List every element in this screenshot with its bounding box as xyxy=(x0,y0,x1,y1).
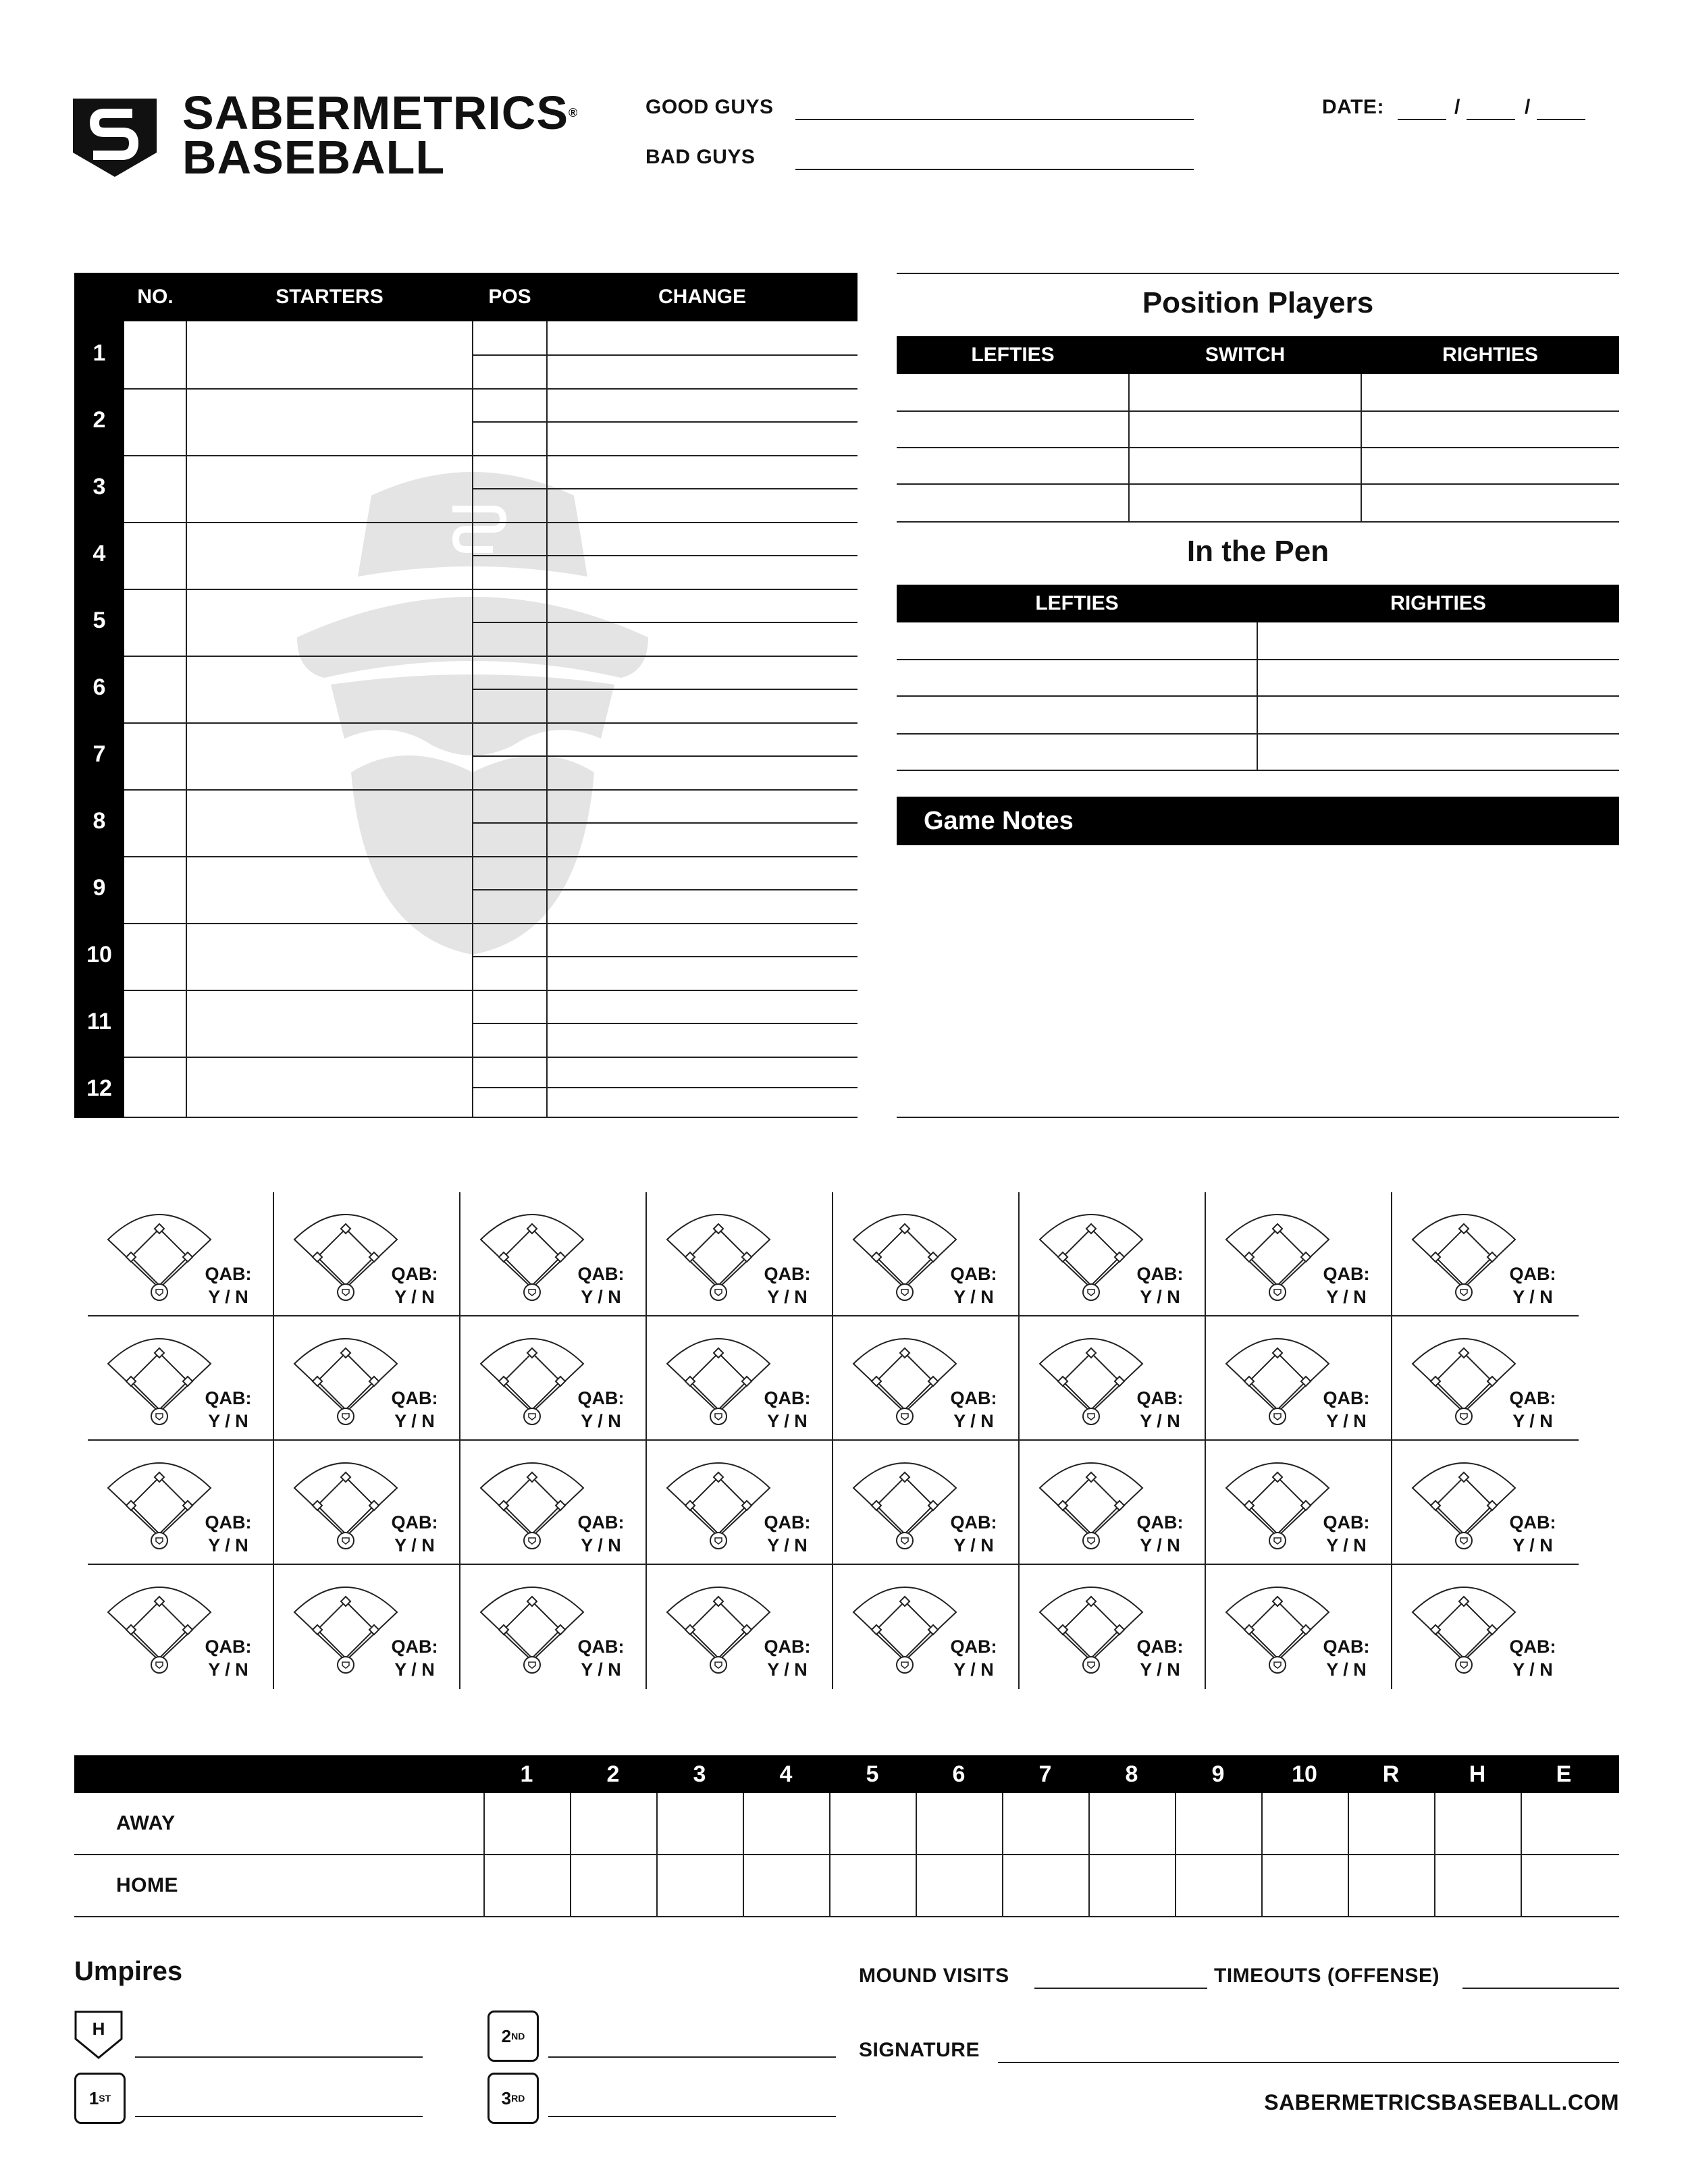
inning-header: 5 xyxy=(866,1761,879,1787)
qab-options[interactable]: Y / N xyxy=(208,1287,248,1307)
qab-text: QAB: xyxy=(950,1388,997,1408)
qab-text: QAB: xyxy=(1509,1388,1556,1408)
qab-options[interactable]: Y / N xyxy=(581,1287,621,1307)
col-no: NO. xyxy=(137,286,174,308)
at-bat-cell[interactable] xyxy=(833,1441,1020,1565)
at-bat-cell[interactable] xyxy=(460,1565,647,1689)
qab-label xyxy=(1500,1635,1565,1681)
score-cell-away[interactable] xyxy=(1348,1794,1434,1854)
qab-options[interactable]: Y / N xyxy=(767,1535,808,1555)
pen-title: In the Pen xyxy=(1186,535,1329,568)
at-bat-cell[interactable] xyxy=(1392,1192,1579,1316)
date-year-field[interactable] xyxy=(1537,119,1585,120)
qab-label xyxy=(1314,1262,1379,1308)
qab-text: QAB: xyxy=(764,1388,811,1408)
qab-label xyxy=(382,1387,447,1433)
qab-text: QAB: xyxy=(1323,1512,1370,1533)
score-cell-home[interactable] xyxy=(1348,1855,1434,1915)
qab-text: QAB: xyxy=(1509,1636,1556,1657)
qab-text: QAB: xyxy=(1323,1264,1370,1284)
qab-text: QAB: xyxy=(391,1636,438,1657)
qab-label xyxy=(569,1387,633,1433)
brand-name xyxy=(182,86,579,184)
score-cell-away[interactable] xyxy=(1521,1794,1607,1854)
qab-label xyxy=(1314,1387,1379,1433)
qab-text: QAB: xyxy=(391,1512,438,1533)
pp-col-lefties: LEFTIES xyxy=(971,344,1055,366)
qab-label xyxy=(382,1635,447,1681)
col-pos: POS xyxy=(488,286,531,308)
qab-label xyxy=(1128,1635,1192,1681)
qab-label xyxy=(1128,1387,1192,1433)
qab-options[interactable]: Y / N xyxy=(394,1411,435,1431)
qab-options[interactable]: Y / N xyxy=(953,1535,994,1555)
score-cell-home[interactable] xyxy=(656,1855,743,1915)
row-number: 9 xyxy=(93,875,106,901)
qab-options[interactable]: Y / N xyxy=(208,1411,248,1431)
timeouts-label: TIMEOUTS (OFFENSE) xyxy=(1214,1965,1440,1987)
qab-options[interactable]: Y / N xyxy=(1512,1411,1553,1431)
qab-label xyxy=(941,1635,1006,1681)
qab-label xyxy=(569,1511,633,1557)
mound-visits-field[interactable] xyxy=(1034,1988,1207,1989)
at-bat-cell[interactable] xyxy=(1206,1316,1392,1441)
qab-options[interactable]: Y / N xyxy=(1326,1659,1367,1680)
team-home: HOME xyxy=(116,1874,178,1896)
at-bat-cell[interactable] xyxy=(1206,1565,1392,1689)
qab-label xyxy=(755,1511,820,1557)
brand-line1: SABERMETRICS xyxy=(182,86,569,139)
timeouts-field[interactable] xyxy=(1462,1988,1619,1989)
score-cell-home[interactable] xyxy=(829,1855,916,1915)
qab-text: QAB: xyxy=(1136,1264,1184,1284)
at-bat-cell[interactable] xyxy=(1392,1441,1579,1565)
row-number: 3 xyxy=(93,474,106,500)
qab-options[interactable]: Y / N xyxy=(1512,1659,1553,1680)
at-bat-cell[interactable] xyxy=(647,1565,833,1689)
pen-col-righties: RIGHTIES xyxy=(1390,592,1486,614)
qab-text: QAB: xyxy=(1509,1264,1556,1284)
date-sep-2: / xyxy=(1525,96,1531,118)
score-cell-away[interactable] xyxy=(656,1794,743,1854)
umpire-second-num: 2 xyxy=(501,2025,512,2046)
inning-header: 7 xyxy=(1038,1761,1052,1787)
inning-header: 3 xyxy=(693,1761,706,1787)
qab-text: QAB: xyxy=(205,1636,252,1657)
inning-header: 9 xyxy=(1211,1761,1225,1787)
row-number: 4 xyxy=(93,541,106,566)
lineup-table xyxy=(74,273,858,1118)
row-number: 7 xyxy=(93,741,106,767)
score-cell-home[interactable] xyxy=(743,1855,829,1915)
logo-mark xyxy=(73,99,157,177)
qab-text: QAB: xyxy=(205,1388,252,1408)
qab-text: QAB: xyxy=(1323,1388,1370,1408)
qab-text: QAB: xyxy=(764,1636,811,1657)
qab-options[interactable]: Y / N xyxy=(767,1287,808,1307)
qab-text: QAB: xyxy=(1136,1636,1184,1657)
qab-text: QAB: xyxy=(577,1636,625,1657)
at-bat-cell[interactable] xyxy=(1392,1316,1579,1441)
qab-options[interactable]: Y / N xyxy=(1512,1535,1553,1555)
logo-shield-icon xyxy=(73,99,157,177)
date-month-field[interactable] xyxy=(1398,119,1446,120)
at-bat-cell[interactable] xyxy=(274,1192,460,1316)
at-bat-cell[interactable] xyxy=(647,1192,833,1316)
brand-registered-mark: ® xyxy=(569,106,579,119)
inning-header: 6 xyxy=(952,1761,966,1787)
score-cell-home[interactable] xyxy=(570,1855,656,1915)
umpire-home-label: H xyxy=(92,2019,105,2039)
at-bat-cell[interactable] xyxy=(1020,1192,1206,1316)
qab-options[interactable]: Y / N xyxy=(767,1659,808,1680)
team-away: AWAY xyxy=(116,1812,176,1834)
qab-label xyxy=(196,1635,261,1681)
at-bat-cell[interactable] xyxy=(647,1316,833,1441)
score-cell-away[interactable] xyxy=(1088,1794,1175,1854)
at-bat-cell[interactable] xyxy=(460,1316,647,1441)
bad-guys-field[interactable] xyxy=(795,169,1194,170)
game-notes-title: Game Notes xyxy=(924,807,1074,835)
umpire-first-field[interactable] xyxy=(135,2116,423,2117)
qab-label xyxy=(1128,1511,1192,1557)
umpire-third-badge xyxy=(487,2073,539,2124)
umpires-title: Umpires xyxy=(74,1956,183,1986)
score-cell-home[interactable] xyxy=(1261,1855,1348,1915)
at-bat-cell[interactable] xyxy=(88,1316,274,1441)
qab-options[interactable]: Y / N xyxy=(1140,1659,1180,1680)
col-change: CHANGE xyxy=(658,286,746,308)
at-bat-cell[interactable] xyxy=(88,1441,274,1565)
qab-text: QAB: xyxy=(950,1512,997,1533)
qab-options[interactable]: Y / N xyxy=(581,1659,621,1680)
qab-options[interactable]: Y / N xyxy=(1326,1411,1367,1431)
qab-options[interactable]: Y / N xyxy=(394,1287,435,1307)
good-guys-field[interactable] xyxy=(795,119,1194,120)
umpire-first-sup: ST xyxy=(99,2093,111,2104)
score-cell-home[interactable] xyxy=(916,1855,1002,1915)
qab-text: QAB: xyxy=(1136,1388,1184,1408)
qab-text: QAB: xyxy=(764,1264,811,1284)
qab-text: QAB: xyxy=(391,1264,438,1284)
qab-options[interactable]: Y / N xyxy=(581,1535,621,1555)
qab-text: QAB: xyxy=(577,1512,625,1533)
qab-label xyxy=(755,1262,820,1308)
inning-header: 2 xyxy=(606,1761,620,1787)
game-notes-area[interactable] xyxy=(897,845,1619,1118)
qab-label xyxy=(1128,1262,1192,1308)
score-cell-away[interactable] xyxy=(1175,1794,1261,1854)
signature-field[interactable] xyxy=(998,2062,1619,2063)
qab-label xyxy=(941,1262,1006,1308)
qab-options[interactable]: Y / N xyxy=(953,1287,994,1307)
qab-text: QAB: xyxy=(391,1388,438,1408)
score-cell-away[interactable] xyxy=(829,1794,916,1854)
qab-options[interactable]: Y / N xyxy=(767,1411,808,1431)
row-number: 6 xyxy=(93,674,106,700)
at-bat-cell[interactable] xyxy=(1392,1565,1579,1689)
pen-header xyxy=(897,585,1619,622)
qab-label xyxy=(941,1387,1006,1433)
score-cell-away[interactable] xyxy=(1261,1794,1348,1854)
umpire-second-sup: ND xyxy=(511,2031,525,2042)
at-bat-cell[interactable] xyxy=(1020,1316,1206,1441)
qab-label xyxy=(569,1635,633,1681)
pp-col-switch: SWITCH xyxy=(1205,344,1286,366)
at-bat-cell[interactable] xyxy=(1020,1565,1206,1689)
qab-label xyxy=(569,1262,633,1308)
umpire-second-badge xyxy=(487,2010,539,2062)
score-cell-home[interactable] xyxy=(1175,1855,1261,1915)
qab-label xyxy=(1314,1511,1379,1557)
umpire-second-field[interactable] xyxy=(548,2056,836,2058)
qab-options[interactable]: Y / N xyxy=(1140,1535,1180,1555)
qab-options[interactable]: Y / N xyxy=(208,1659,248,1680)
row-number: 8 xyxy=(93,808,106,834)
qab-options[interactable]: Y / N xyxy=(1140,1287,1180,1307)
at-bat-cell[interactable] xyxy=(460,1441,647,1565)
qab-text: QAB: xyxy=(205,1512,252,1533)
score-cell-away[interactable] xyxy=(916,1794,1002,1854)
qab-text: QAB: xyxy=(950,1264,997,1284)
qab-options[interactable]: Y / N xyxy=(1326,1287,1367,1307)
row-number: 10 xyxy=(86,942,112,967)
row-number: 2 xyxy=(93,407,106,433)
qab-label xyxy=(941,1511,1006,1557)
at-bat-cell[interactable] xyxy=(1020,1441,1206,1565)
at-bat-cell[interactable] xyxy=(833,1192,1020,1316)
at-bat-cell[interactable] xyxy=(1206,1192,1392,1316)
at-bat-cell[interactable] xyxy=(88,1192,274,1316)
mound-visits-label: MOUND VISITS xyxy=(859,1965,1009,1987)
at-bat-grid xyxy=(88,1192,1580,1692)
umpire-first-num: 1 xyxy=(88,2087,99,2108)
at-bat-cell[interactable] xyxy=(833,1316,1020,1441)
row-number: 5 xyxy=(93,608,106,633)
date-sep-1: / xyxy=(1454,96,1460,118)
qab-label xyxy=(1500,1387,1565,1433)
at-bat-cell[interactable] xyxy=(1206,1441,1392,1565)
date-day-field[interactable] xyxy=(1467,119,1515,120)
score-cell-home[interactable] xyxy=(1521,1855,1607,1915)
qab-label xyxy=(196,1387,261,1433)
date-label: DATE: xyxy=(1322,96,1384,118)
good-guys-label: GOOD GUYS xyxy=(645,96,774,118)
inning-header: H xyxy=(1469,1761,1486,1787)
at-bat-cell[interactable] xyxy=(274,1316,460,1441)
qab-options[interactable]: Y / N xyxy=(1326,1535,1367,1555)
score-cell-away[interactable] xyxy=(483,1794,570,1854)
at-bat-cell[interactable] xyxy=(460,1192,647,1316)
game-notes-header xyxy=(897,797,1619,845)
qab-label xyxy=(1314,1635,1379,1681)
qab-options[interactable]: Y / N xyxy=(394,1659,435,1680)
qab-label xyxy=(196,1262,261,1308)
umpire-third-field[interactable] xyxy=(548,2116,836,2117)
qab-text: QAB: xyxy=(764,1512,811,1533)
qab-options[interactable]: Y / N xyxy=(953,1659,994,1680)
umpire-third-sup: RD xyxy=(511,2093,525,2104)
at-bat-cell[interactable] xyxy=(833,1565,1020,1689)
qab-options[interactable]: Y / N xyxy=(394,1535,435,1555)
qab-text: QAB: xyxy=(1323,1636,1370,1657)
row-number: 11 xyxy=(87,1009,111,1034)
at-bat-cell[interactable] xyxy=(88,1565,274,1689)
score-cell-home[interactable] xyxy=(483,1855,570,1915)
inning-header: R xyxy=(1382,1761,1400,1787)
bad-guys-label: BAD GUYS xyxy=(645,146,756,168)
score-cell-home[interactable] xyxy=(1088,1855,1175,1915)
col-starters: STARTERS xyxy=(275,286,384,308)
score-cell-away[interactable] xyxy=(570,1794,656,1854)
signature-label: SIGNATURE xyxy=(859,2039,980,2061)
qab-text: QAB: xyxy=(1509,1512,1556,1533)
qab-text: QAB: xyxy=(1136,1512,1184,1533)
qab-label xyxy=(382,1262,447,1308)
umpire-home-field[interactable] xyxy=(135,2056,423,2058)
qab-text: QAB: xyxy=(205,1264,252,1284)
inning-header: E xyxy=(1556,1761,1572,1787)
qab-options[interactable]: Y / N xyxy=(1512,1287,1553,1307)
brand-line2: BASEBALL xyxy=(182,131,446,184)
qab-label xyxy=(755,1635,820,1681)
qab-label xyxy=(1500,1511,1565,1557)
qab-options[interactable]: Y / N xyxy=(953,1411,994,1431)
qab-options[interactable]: Y / N xyxy=(581,1411,621,1431)
at-bat-cell[interactable] xyxy=(274,1565,460,1689)
umpire-first-badge xyxy=(74,2073,126,2124)
umpire-home-badge xyxy=(73,2009,124,2060)
inning-header: 1 xyxy=(520,1761,533,1787)
row-number: 12 xyxy=(86,1075,112,1101)
at-bat-cell[interactable] xyxy=(647,1441,833,1565)
inning-header: 4 xyxy=(779,1761,793,1787)
position-players-title: Position Players xyxy=(1142,286,1374,319)
position-players-header xyxy=(897,336,1619,374)
at-bat-cell[interactable] xyxy=(274,1441,460,1565)
umpire-third-num: 3 xyxy=(501,2087,512,2108)
qab-label xyxy=(196,1511,261,1557)
qab-options[interactable]: Y / N xyxy=(208,1535,248,1555)
qab-label xyxy=(382,1511,447,1557)
inning-header: 10 xyxy=(1292,1761,1317,1787)
qab-options[interactable]: Y / N xyxy=(1140,1411,1180,1431)
score-cell-away[interactable] xyxy=(743,1794,829,1854)
score-cell-away[interactable] xyxy=(1434,1794,1521,1854)
website: SABERMETRICSBASEBALL.COM xyxy=(1264,2090,1619,2114)
score-cell-away[interactable] xyxy=(1002,1794,1088,1854)
qab-label xyxy=(1500,1262,1565,1308)
qab-label xyxy=(755,1387,820,1433)
pp-col-righties: RIGHTIES xyxy=(1442,344,1538,366)
pen-col-lefties: LEFTIES xyxy=(1035,592,1119,614)
qab-text: QAB: xyxy=(577,1264,625,1284)
score-cell-home[interactable] xyxy=(1002,1855,1088,1915)
linescore xyxy=(74,1755,1619,1917)
qab-text: QAB: xyxy=(577,1388,625,1408)
score-cell-home[interactable] xyxy=(1434,1855,1521,1915)
qab-text: QAB: xyxy=(950,1636,997,1657)
row-number: 1 xyxy=(93,340,106,366)
inning-header: 8 xyxy=(1125,1761,1138,1787)
